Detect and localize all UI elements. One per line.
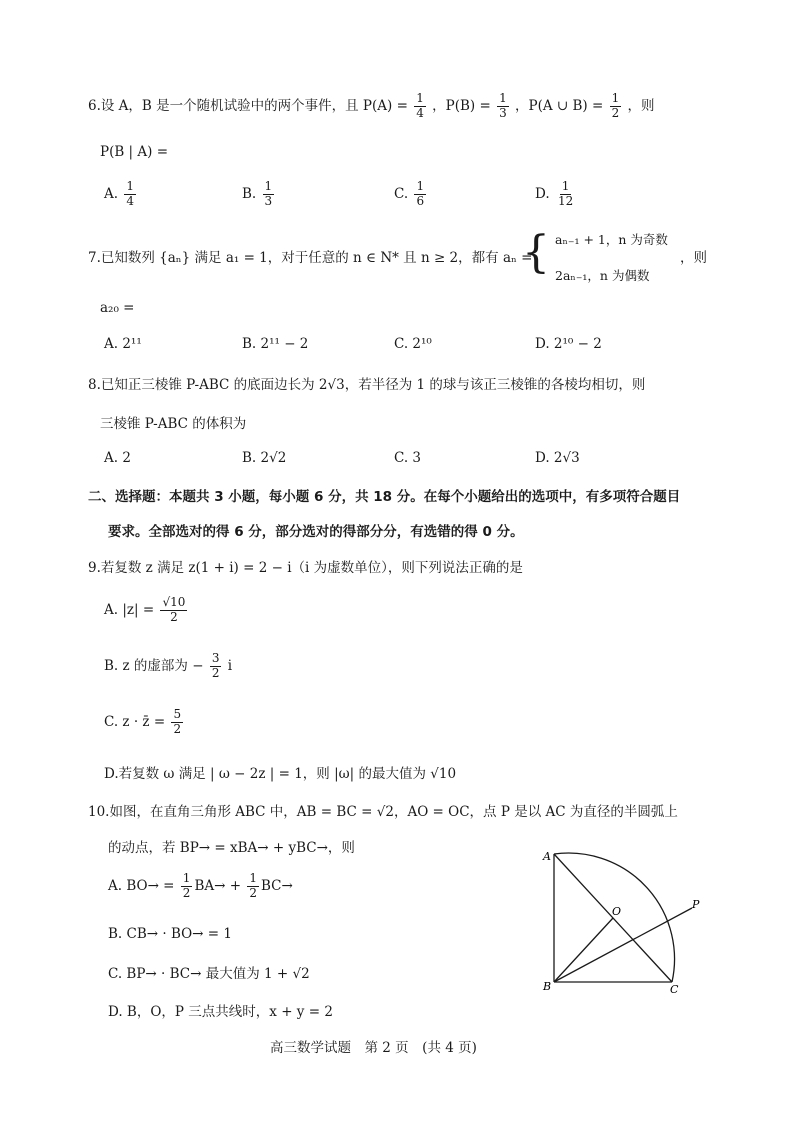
q7-brace: { — [522, 227, 550, 278]
label-p: P — [692, 898, 700, 911]
label-b: B — [543, 980, 552, 993]
q6-mid2: ，P(A ∪ B) = — [515, 97, 604, 114]
q8-option-a: A. 2 — [104, 450, 131, 466]
section2-heading-line2: 要求。全部选对的得 6 分，部分选对的得部分分，有选错的得 0 分。 — [108, 524, 524, 540]
q10-stem-line2: 的动点，若 BP→ = xBA→ + yBC→，则 — [108, 840, 355, 856]
q7-option-d: D. 2¹⁰ − 2 — [535, 336, 602, 352]
q6-option-b: B. $\frac{1}{3}$ — [242, 179, 273, 208]
q9-stem: 9.若复数 z 满足 z(1 + i) = 2 − i（i 为虚数单位），则下列说法正确的是 — [88, 560, 523, 576]
q8-stem-line1: 8.已知正三棱锥 P-ABC 的底面边长为 2√3，若半径为 1 的球与该正三棱锥的各棱均相切，则 — [88, 377, 646, 393]
q7-stem-line2: a₂₀ = — [100, 300, 135, 316]
q7-case2: 2aₙ₋₁，n 为偶数 — [555, 268, 650, 283]
q6-pu-fraction: $\frac{1}{2}$ — [611, 91, 620, 120]
q10-option-c: C. BP→ · BC→ 最大值为 1 + √2 — [108, 966, 310, 982]
q8-option-b: B. 2√2 — [242, 450, 287, 466]
q6-pa-fraction: $\frac{1}{4}$ — [416, 91, 424, 120]
q7-option-c: C. 2¹⁰ — [394, 336, 432, 352]
q8-stem-line2: 三棱锥 P-ABC 的体积为 — [100, 416, 247, 432]
q9-option-d: D.若复数 ω 满足 | ω − 2z | = 1，则 |ω| 的最大值为 √10 — [104, 766, 457, 782]
page-footer: 高三数学试题 第 2 页 (共 4 页) — [270, 1040, 477, 1056]
label-o: O — [612, 905, 622, 918]
q6-pb-fraction: $\frac{1}{3}$ — [499, 91, 507, 120]
q7-option-a: A. 2¹¹ — [104, 336, 142, 352]
q7-stem-line1: 7.已知数列 {aₙ} 满足 a₁ = 1，对于任意的 n ∈ N* 且 n ≥ 2，都有 aₙ = — [88, 250, 533, 266]
q6-mid1: ，P(B) = — [432, 97, 491, 114]
q6-stem-line1 — [88, 92, 655, 121]
section2-heading-line1: 二、选择题：本题共 3 小题，每小题 6 分，共 18 分。在每个小题给出的选项中，有多项符合题目 — [88, 489, 681, 505]
q10-stem-line1: 10.如图，在直角三角形 ABC 中，AB = BC = √2，AO = OC，点 P 是以 AC 为直径的半圆弧上 — [88, 804, 678, 820]
q6-stem-line2: P(B | A) = — [100, 144, 169, 160]
segment-bo — [554, 918, 613, 982]
q7-suffix: ，则 — [680, 250, 707, 266]
q9-option-c: C. z · z̄ = $\frac{5}{2}$ — [104, 707, 182, 736]
q10-figure — [540, 840, 720, 1000]
q6-option-a: A. $\frac{1}{4}$ — [104, 179, 134, 208]
q7-option-b: B. 2¹¹ − 2 — [242, 336, 309, 352]
label-a: A — [543, 850, 551, 863]
q9-option-b: B. z 的虚部为 − $\frac{3}{2}$ i — [104, 651, 233, 680]
q6-option-d: D. $\frac{1}{12}$ — [535, 179, 574, 208]
label-c: C — [670, 983, 679, 996]
q8-option-d: D. 2√3 — [535, 450, 580, 466]
q6-suffix: ，则 — [627, 97, 655, 114]
segment-bp — [554, 908, 692, 982]
q6-prefix: 6.设 A，B 是一个随机试验中的两个事件，且 P(A) = — [88, 97, 408, 114]
q10-option-a: A. BO→ = $\frac{1}{2}$ BA→ + $\frac{1}{2}$ BC→ — [108, 871, 293, 900]
q10-option-b: B. CB→ · BO→ = 1 — [108, 926, 232, 942]
q9-option-a: A. |z| = $\frac{√10}{2}$ — [104, 595, 186, 624]
q8-option-c: C. 3 — [394, 450, 422, 466]
q7-case1: aₙ₋₁ + 1，n 为奇数 — [555, 232, 668, 247]
q6-option-c: C. $\frac{1}{6}$ — [394, 179, 425, 208]
q10-option-d: D. B，O，P 三点共线时，x + y = 2 — [108, 1004, 333, 1020]
